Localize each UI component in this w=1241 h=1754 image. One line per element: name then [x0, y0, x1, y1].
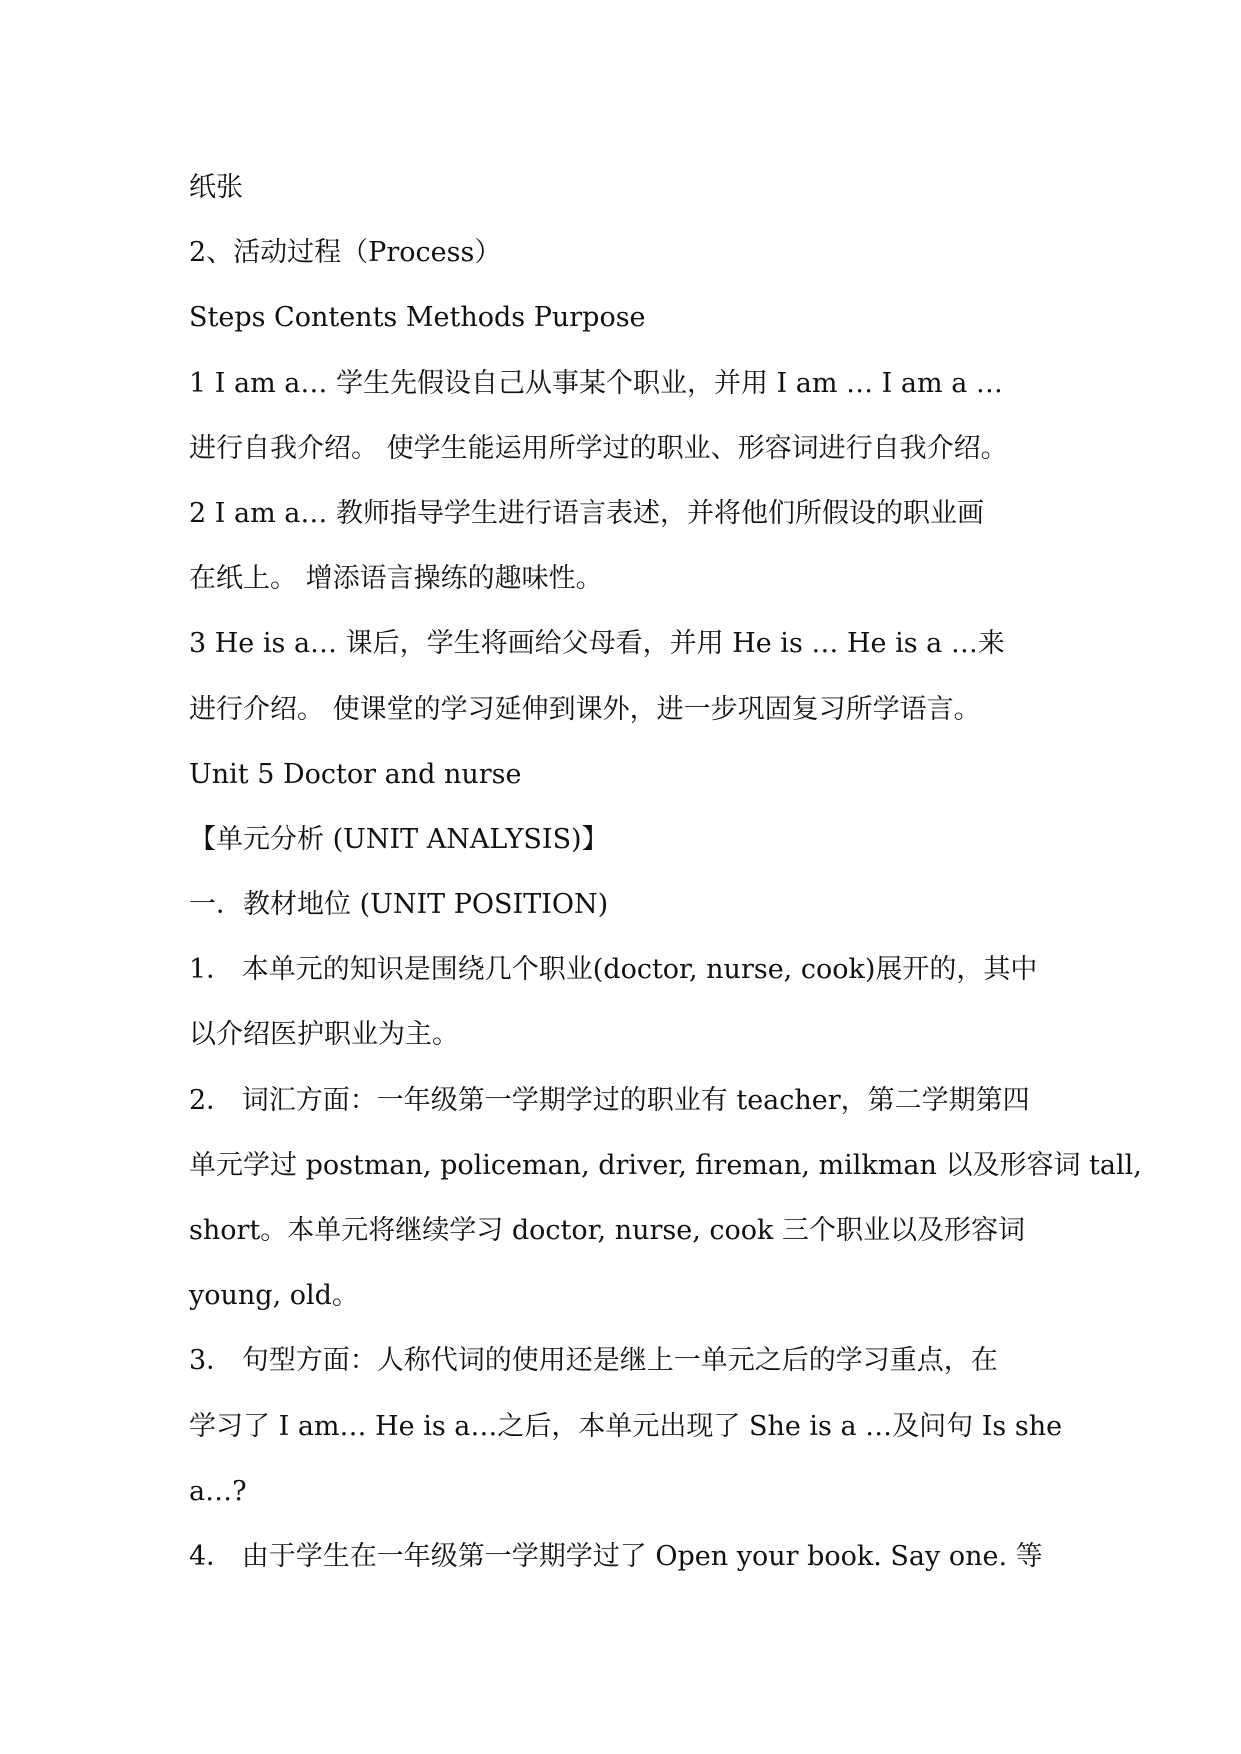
paragraph-3-line: 3． 句型方面：人称代词的使用还是继上一单元之后的学习重点，在 — [189, 1345, 998, 1377]
unit-analysis-heading: 【单元分析 (UNIT ANALYSIS)】 — [189, 823, 609, 855]
step-3-continued: 进行介绍。 使课堂的学习延伸到课外，进一步巩固复习所学语言。 — [189, 693, 981, 725]
paragraph-3-continued: 学习了 I am… He is a…之后，本单元出现了 She is a …及问句 Is she — [189, 1410, 1063, 1442]
step-2-continued: 在纸上。 增添语言操练的趣味性。 — [189, 563, 603, 595]
paragraph-4-line: 4． 由于学生在一年级第一学期学过了 Open your book. Say one. 等 — [189, 1540, 1043, 1572]
paragraph-2-continued: short。本单元将继续学习 doctor, nurse, cook 三个职业以及形容词 — [189, 1215, 1025, 1246]
paragraph-2-continued: young, old。 — [189, 1280, 359, 1312]
paragraph-3-continued: a…? — [189, 1475, 247, 1507]
document-page — [189, 155, 1142, 1589]
paragraph-1-continued: 以介绍医护职业为主。 — [189, 1019, 459, 1051]
table-header-row: Steps Contents Methods Purpose — [189, 302, 646, 334]
paragraph-1-line: 1． 本单元的知识是围绕几个职业(doctor, nurse, cook)展开的，其中 — [189, 954, 1038, 986]
unit-position-heading: 一．教材地位 (UNIT POSITION) — [189, 889, 609, 921]
step-1-line: 1 I am a… 学生先假设自己从事某个职业，并用 I am … I am a … — [189, 367, 1003, 399]
paragraph-2-continued: 单元学过 postman, policeman, driver, fireman, milkman 以及形容词 tall, — [189, 1149, 1142, 1181]
step-1-continued: 进行自我介绍。 使学生能运用所学过的职业、形容词进行自我介绍。 — [189, 432, 1008, 464]
step-2-line: 2 I am a… 教师指导学生进行语言表述，并将他们所假设的职业画 — [189, 497, 984, 529]
paragraph-2-line: 2． 词汇方面：一年级第一学期学过的职业有 teacher，第二学期第四 — [189, 1084, 1030, 1116]
step-3-line: 3 He is a… 课后，学生将画给父母看，并用 He is … He is a …来 — [189, 628, 1005, 660]
section-heading-process: 2、活动过程（Process） — [189, 237, 502, 269]
unit-title: Unit 5 Doctor and nurse — [189, 758, 522, 790]
text-line: 纸张 — [189, 172, 243, 203]
